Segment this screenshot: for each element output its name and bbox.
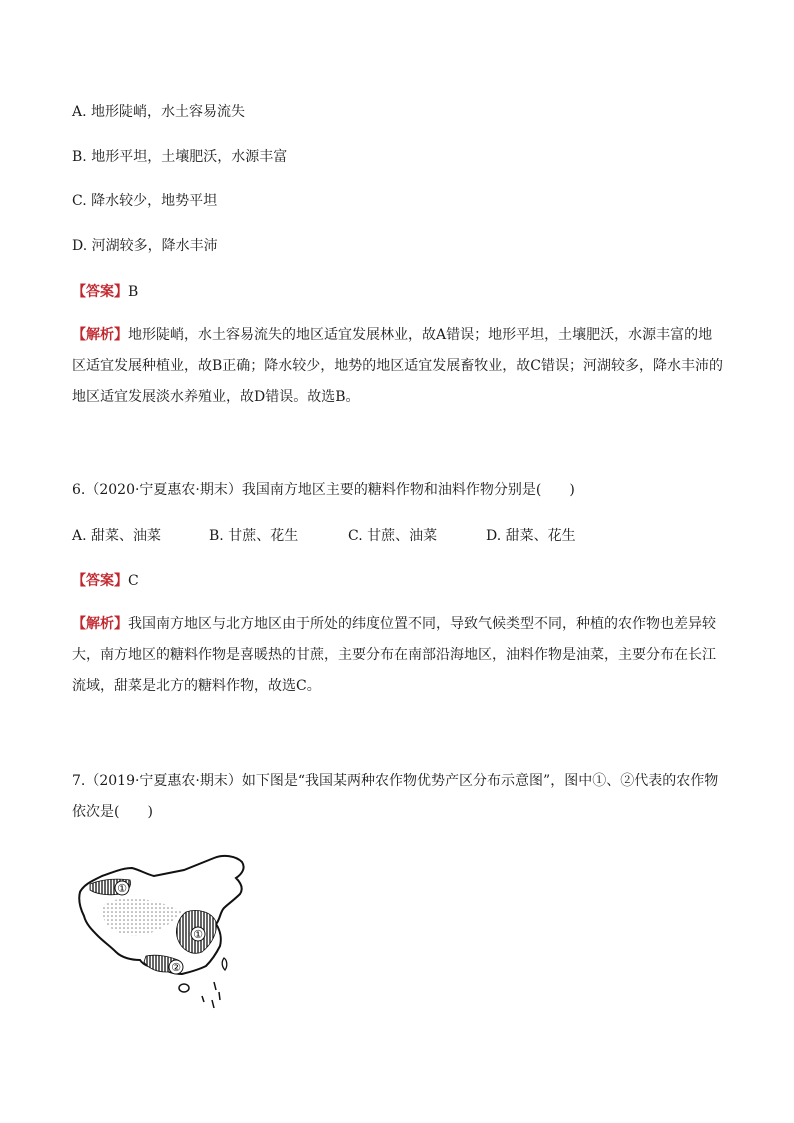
hainan-island xyxy=(179,984,189,992)
q6-option-d: D. 甜菜、花生 xyxy=(486,528,576,544)
analysis-tag: 【解析】 xyxy=(72,327,128,343)
q7-stem: 7.（2019·宁夏惠农·期末）如下图是“我国某两种农作物优势产区分布示意图”，图中①、②代表的农作物依次是( ) xyxy=(72,773,719,820)
q6-analysis xyxy=(72,609,724,702)
q5-option-b: B. 地形平坦，土壤肥沃，水源丰富 xyxy=(72,149,288,165)
taiwan-island xyxy=(222,958,227,970)
q5-option-c: C. 降水较少，地势平坦 xyxy=(72,193,218,209)
china-crop-map xyxy=(74,850,270,1010)
q6-option-c: C. 甘蔗、油菜 xyxy=(348,528,438,544)
answer-tag: 【答案】 xyxy=(72,573,128,589)
q6-option-a: A. 甜菜、油菜 xyxy=(72,528,162,544)
label1-east: ① xyxy=(193,928,203,941)
q6-option-b: B. 甘蔗、花生 xyxy=(209,528,299,544)
analysis-tag: 【解析】 xyxy=(72,616,128,632)
analysis-text: 我国南方地区与北方地区由于所处的纬度位置不同，导致气候类型不同，种植的农作物也差异较大，南方地区的糖料作物是喜暖热的甘蔗，主要分布在南部沿海地区，油料作物是油菜，主要分布在长江流域，甜菜是北方的糖料作物，故选C。 xyxy=(72,616,716,694)
label2: ② xyxy=(171,961,181,974)
q5-option-a: A. 地形陡峭，水土容易流失 xyxy=(72,104,246,120)
q5-option-d: D. 河湖较多，降水丰沛 xyxy=(72,238,218,254)
answer-tag: 【答案】 xyxy=(72,284,128,300)
q5-analysis xyxy=(72,320,724,413)
q6-stem: 6.（2020·宁夏惠农·期末）我国南方地区主要的糖料作物和油料作物分别是( ) xyxy=(72,482,575,498)
answer-value: C xyxy=(128,573,139,589)
q6-options xyxy=(72,526,576,546)
answer-value: B xyxy=(128,284,139,300)
label1-west: ① xyxy=(117,882,127,895)
south-sea-islands xyxy=(202,982,220,1008)
q5-answer xyxy=(72,282,138,302)
analysis-text: 地形陡峭，水土容易流失的地区适宜发展林业，故A错误；地形平坦，土壤肥沃，水源丰富的地区适宜发展种植业，故B正确；降水较少，地势的地区适宜发展畜牧业，故C错误；河湖较多，降水丰沛的地区适宜发展淡水养殖业，故D错误。故选B。 xyxy=(72,327,723,405)
q6-answer xyxy=(72,571,139,591)
